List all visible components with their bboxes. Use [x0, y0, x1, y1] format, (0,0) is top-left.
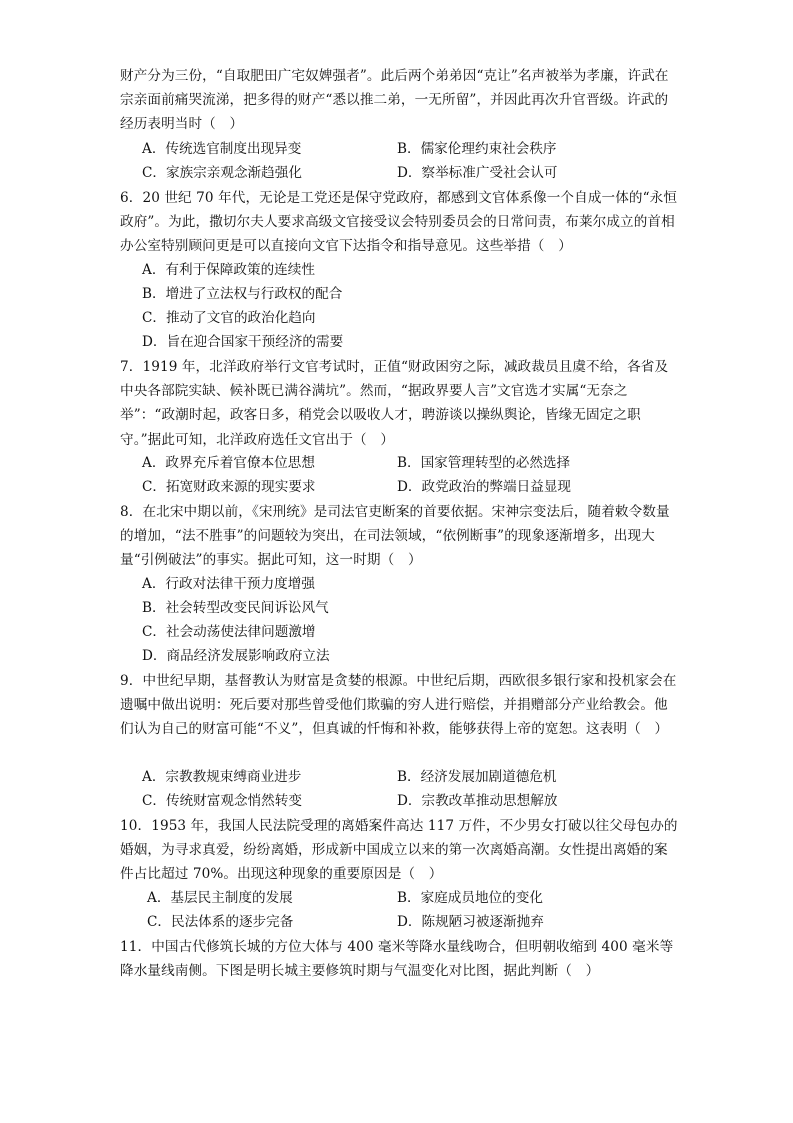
question-6-option-a: A．有利于保障政策的连续性	[142, 262, 315, 278]
intro-option-b: B．儒家伦理约束社会秩序	[397, 141, 557, 157]
question-7-option-d: D．政党政治的弊端日益显现	[397, 479, 572, 495]
intro-option-d: D．察举标准广受社会认可	[397, 165, 558, 181]
question-10-option-a: A．基层民主制度的发展	[147, 890, 293, 906]
question-7-option-a: A．政界充斥着官僚本位思想	[142, 455, 315, 471]
question-7-text: 7．1919 年，北洋政府举行文官考试时，正值“财政困穷之际，减政裁员且虞不给，各省及中央各部院实缺、候补既已满谷满坑”。然而，“据政界要人言”文官选才实属“无奈之举”：“政潮时起，政客日多，稍党会以吸收人才，聘游谈以操纵舆论，皆缘无固定之职守。”据此可知，北洋政府选任文官出于（ ）	[120, 359, 669, 448]
question-6-option-d: D．旨在迎合国家干预经济的需要	[142, 334, 344, 350]
question-10-option-d: D．陈规陋习被逐渐抛弃	[397, 914, 544, 930]
intro-question-text: 财产分为三份，“自取肥田广宅奴婢强者”。此后两个弟弟因“克让”名声被举为孝廉，许武在宗亲面前痛哭流涕，把多得的财产“悉以推二弟，一无所留”，并因此再次升官晋级。许武的经历表明当时（ ）	[120, 68, 669, 133]
question-7-option-c: C．拓宽财政来源的现实要求	[142, 479, 316, 495]
question-9-option-c: C．传统财富观念悄然转变	[142, 793, 302, 809]
question-10-option-b: B．家庭成员地位的变化	[397, 890, 543, 906]
question-6-option-b: B．增进了立法权与行政权的配合	[142, 286, 343, 302]
question-8-option-c: C．社会动荡使法律问题激增	[142, 624, 316, 640]
question-8-option-b: B．社会转型改变民间诉讼风气	[142, 600, 329, 616]
question-10-text: 10．1953 年，我国人民法院受理的离婚案件高达 117 万件，不少男女打破以往父母包办的婚姻，为寻求真爱，纷纷离婚，形成新中国成立以来的第一次离婚高潮。女性提出离婚的案件占比超过 70%。出现这种现象的重要原因是（ ）	[120, 818, 678, 883]
question-8-option-a: A．行政对法律干预力度增强	[142, 576, 315, 592]
question-7-option-b: B．国家管理转型的必然选择	[397, 455, 571, 471]
question-6-text: 6．20 世纪 70 年代，无论是工党还是保守党政府，都感到文官体系像一个自成一体的“永恒政府”。为此，撒切尔夫人要求高级文官接受议会特别委员会的日常问责，布莱尔成立的首相办公室特别顾问更是可以直接向文官下达指令和指导意见。这些举措（ ）	[120, 190, 678, 255]
question-9-option-b: B．经济发展加剧道德危机	[397, 769, 557, 785]
intro-option-a: A．传统选官制度出现异变	[142, 141, 302, 157]
question-8-option-d: D．商品经济发展影响政府立法	[142, 648, 330, 664]
question-9-text: 9．中世纪早期，基督教认为财富是贪婪的根源。中世纪后期，西欧很多银行家和投机家会在遗嘱中做出说明：死后要对那些曾受他们欺骗的穷人进行赔偿，并捐赠部分产业给教会。他们认为自己的财富可能“不义”，但真诚的忏悔和补救，能够获得上帝的宽恕。这表明（ ）	[120, 673, 677, 738]
question-6-option-c: C．推动了文官的政治化趋向	[142, 310, 316, 326]
question-9-option-d: D．宗教改革推动思想解放	[397, 793, 558, 809]
question-11-text: 11．中国古代修筑长城的方位大体与 400 毫米等降水量线吻合，但明朝收缩到 400 毫米等降水量线南侧。下图是明长城主要修筑时期与气温变化对比图，据此判断（ ）	[120, 939, 674, 980]
question-10-option-c: C．民法体系的逐步完备	[147, 914, 294, 930]
question-9-option-a: A．宗教教规束缚商业进步	[142, 769, 302, 785]
intro-option-c: C．家族宗亲观念渐趋强化	[142, 165, 302, 181]
question-8-text: 8．在北宋中期以前，《宋刑统》是司法官吏断案的首要依据。宋神宗变法后，随着敕令数量的增加，“法不胜事”的问题较为突出，在司法领域，“依例断事”的现象逐渐增多，出现大量“引例破法”的事实。据此可知，这一时期（ ）	[120, 504, 670, 569]
